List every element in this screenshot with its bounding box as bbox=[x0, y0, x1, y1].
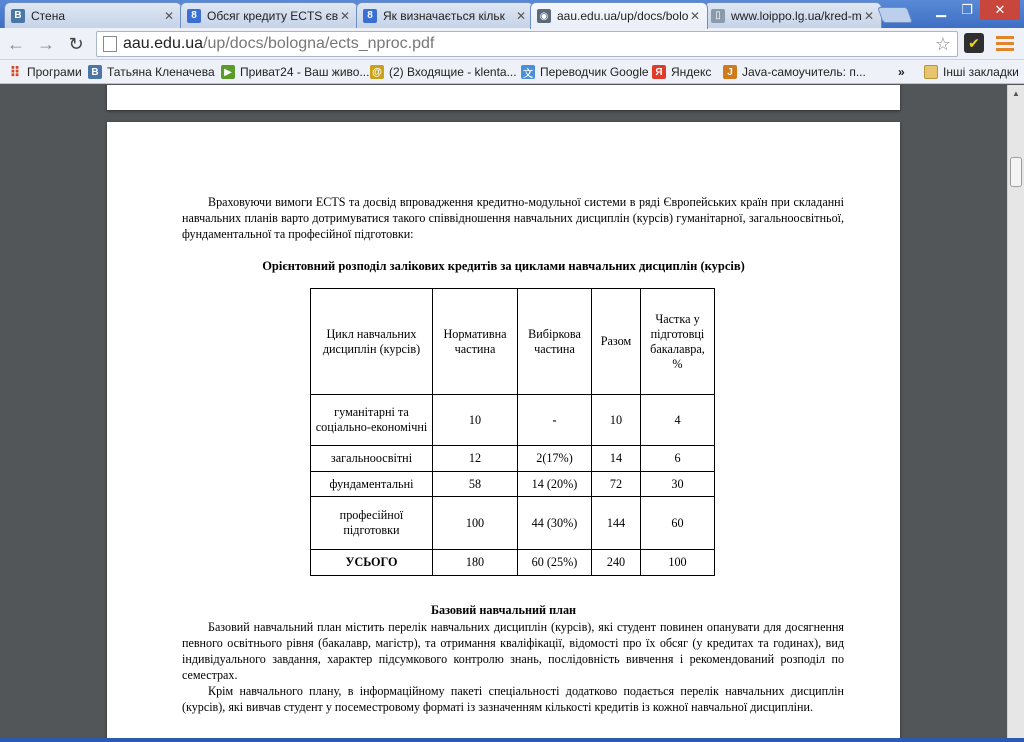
tab-aau-pdf[interactable] bbox=[530, 2, 708, 29]
table-row bbox=[311, 446, 715, 472]
table-cell: УСЬОГО bbox=[311, 550, 433, 576]
pdf-page-previous bbox=[107, 85, 900, 110]
tab-title: Стена bbox=[31, 8, 66, 23]
bookmark-inbox[interactable] bbox=[370, 63, 517, 81]
tab-loippo[interactable] bbox=[704, 2, 882, 28]
scroll-up-icon[interactable]: ▲ bbox=[1012, 88, 1020, 98]
google-icon: 8 bbox=[187, 9, 201, 23]
bookmarks-bar bbox=[0, 60, 1024, 84]
bookmark-label: Яндекс bbox=[671, 65, 712, 79]
table-row bbox=[311, 395, 715, 446]
bookmark-vk-profile[interactable] bbox=[88, 63, 215, 81]
table-cell: 2(17%) bbox=[518, 446, 592, 472]
table-cell: 58 bbox=[433, 472, 518, 497]
table-cell: 180 bbox=[433, 550, 518, 576]
bookmark-star-icon[interactable]: ☆ bbox=[934, 34, 951, 54]
url-path: /up/docs/bologna/ects_nproc.pdf bbox=[203, 35, 435, 52]
intro-paragraph: Враховуючи вимоги ECTS та досвід впровадження кредитно-модульної системи в ряді Європейських країн при складанні навчальних планів варто дотримуватися такого співвідношення навчальних дисциплін (курсів) гуманітарної, загальноосвітньої, фундаментальної та професійної підготовки: bbox=[182, 195, 844, 241]
translate-icon: 文 bbox=[521, 65, 535, 79]
table-cell: 10 bbox=[592, 395, 641, 446]
table-cell: 60 (25%) bbox=[518, 550, 592, 576]
tab-title: aau.edu.ua/up/docs/bolo bbox=[557, 9, 689, 23]
tab-title: Як визначається кільк bbox=[383, 8, 505, 23]
extension-check-icon[interactable]: ✔ bbox=[964, 33, 984, 53]
bookmark-label: Java-самоучитель: п... bbox=[742, 65, 866, 79]
table-cell: 100 bbox=[641, 550, 715, 576]
bookmark-label: Татьяна Кленачева bbox=[107, 65, 215, 79]
table-header-cell: Нормативна частина bbox=[433, 289, 518, 395]
globe-icon: ◉ bbox=[537, 9, 551, 23]
bookmark-privat24[interactable] bbox=[221, 63, 369, 81]
basic-plan-paragraph: Базовий навчальний план містить перелік навчальних дисциплін (курсів), які студент повинен опанувати для досягнення певного освітнього рівня (бакалавр, магістр), та отримання кваліфікації, відомості про їх обсяг (у кредитах та годинах), вид індивідуального завдання, характер підсумкового контролю знань, послідовність вивчення і рекомендований розподіл по семестрах. bbox=[182, 620, 844, 682]
table-cell: - bbox=[518, 395, 592, 446]
bookmark-label: Інші закладки bbox=[943, 65, 1019, 79]
bookmark-google-translate[interactable] bbox=[521, 63, 649, 81]
minimize-icon[interactable]: ▁ bbox=[936, 2, 946, 17]
bookmark-other-folder[interactable] bbox=[924, 63, 1019, 81]
bookmarks-overflow-chevron[interactable] bbox=[898, 63, 905, 81]
table-cell: професійної підготовки bbox=[311, 497, 433, 550]
tab-vk-wall[interactable] bbox=[4, 2, 182, 28]
vk-icon: B bbox=[88, 65, 102, 79]
table-cell: фундаментальні bbox=[311, 472, 433, 497]
yandex-icon: Я bbox=[652, 65, 666, 79]
pdf-viewer[interactable] bbox=[0, 85, 1007, 742]
table-cell: 12 bbox=[433, 446, 518, 472]
table-cell: 240 bbox=[592, 550, 641, 576]
reload-icon[interactable]: ↻ bbox=[68, 33, 84, 54]
table-cell: 30 bbox=[641, 472, 715, 497]
apps-icon: ⠿ bbox=[9, 63, 21, 80]
new-tab-button[interactable] bbox=[877, 7, 913, 23]
pdf-page bbox=[107, 122, 900, 742]
page-icon: ▯ bbox=[711, 9, 725, 23]
credits-table bbox=[310, 288, 715, 576]
close-icon[interactable]: ✕ bbox=[689, 9, 701, 23]
vk-icon: B bbox=[11, 9, 25, 23]
bookmark-label: Приват24 - Ваш живо... bbox=[240, 65, 370, 79]
table-cell: загальноосвітні bbox=[311, 446, 433, 472]
toolbar bbox=[0, 28, 1024, 60]
tab-ects-volume[interactable] bbox=[180, 2, 358, 28]
close-icon[interactable]: ✕ bbox=[863, 8, 875, 23]
maximize-icon[interactable]: ❐ bbox=[961, 2, 973, 17]
table-row bbox=[311, 472, 715, 497]
table-header-row bbox=[311, 289, 715, 395]
tab-title: www.loippo.lg.ua/kred-m bbox=[731, 8, 862, 23]
bookmark-java-tutorial[interactable] bbox=[723, 63, 866, 81]
tab-strip bbox=[0, 0, 1024, 28]
back-icon[interactable]: ← bbox=[7, 33, 25, 54]
table-cell: 14 (20%) bbox=[518, 472, 592, 497]
bookmark-yandex[interactable] bbox=[652, 63, 711, 81]
table-cell: 10 bbox=[433, 395, 518, 446]
bookmark-apps[interactable] bbox=[8, 63, 82, 81]
table-header-cell: Частка у підготовці бакалавра, % bbox=[641, 289, 715, 395]
table-header-cell: Цикл навчальних дисциплін (курсів) bbox=[311, 289, 433, 395]
tab-how-determined[interactable] bbox=[356, 2, 534, 28]
table-cell: 100 bbox=[433, 497, 518, 550]
bookmark-label: Програми bbox=[27, 65, 82, 79]
menu-icon[interactable] bbox=[996, 34, 1014, 52]
forward-icon[interactable]: → bbox=[37, 33, 55, 54]
close-icon[interactable]: ✕ bbox=[339, 8, 351, 23]
address-bar[interactable] bbox=[96, 31, 958, 57]
table-cell: 44 (30%) bbox=[518, 497, 592, 550]
table-cell: 6 bbox=[641, 446, 715, 472]
chevron-right-icon: » bbox=[898, 65, 905, 79]
table-header-cell: Вибіркова частина bbox=[518, 289, 592, 395]
table-cell: 4 bbox=[641, 395, 715, 446]
table-title: Орієнтовний розподіл залікових кредитів за циклами навчальних дисциплін (курсів) bbox=[262, 259, 745, 273]
table-cell: 60 bbox=[641, 497, 715, 550]
privat24-icon: ▶ bbox=[221, 65, 235, 79]
bookmark-label: (2) Входящие - klenta... bbox=[389, 65, 517, 79]
close-icon[interactable]: ✕ bbox=[515, 8, 527, 23]
mail-icon: @ bbox=[370, 65, 384, 79]
java-icon: J bbox=[723, 65, 737, 79]
table-header-cell: Разом bbox=[592, 289, 641, 395]
tab-title: Обсяг кредиту ECTS єв bbox=[207, 8, 339, 23]
url-host: aau.edu.ua bbox=[123, 35, 204, 52]
page-icon bbox=[103, 36, 117, 52]
table-cell: 14 bbox=[592, 446, 641, 472]
vertical-scrollbar[interactable] bbox=[1007, 85, 1024, 742]
close-window-icon[interactable]: ✕ bbox=[980, 0, 1020, 20]
table-cell: 72 bbox=[592, 472, 641, 497]
additional-info-paragraph: Крім навчального плану, в інформаційному пакеті спеціальності додатково подається перелік навчальних дисциплін (курсів), які вивчав студент у посеместровому форматі із зазначенням кількості кредитів із кожної навчальної дисципліни. bbox=[182, 684, 844, 714]
bookmark-label: Переводчик Google bbox=[540, 65, 649, 79]
table-total-row bbox=[311, 550, 715, 576]
taskbar-edge bbox=[0, 738, 1024, 742]
close-icon[interactable]: ✕ bbox=[163, 8, 175, 23]
folder-icon bbox=[924, 65, 938, 79]
table-cell: гуманітарні та соціально-економічні bbox=[311, 395, 433, 446]
table-cell: 144 bbox=[592, 497, 641, 550]
table-row bbox=[311, 497, 715, 550]
section-title: Базовий навчальний план bbox=[430, 603, 577, 617]
google-icon: 8 bbox=[363, 9, 377, 23]
scroll-thumb[interactable] bbox=[1010, 157, 1022, 187]
